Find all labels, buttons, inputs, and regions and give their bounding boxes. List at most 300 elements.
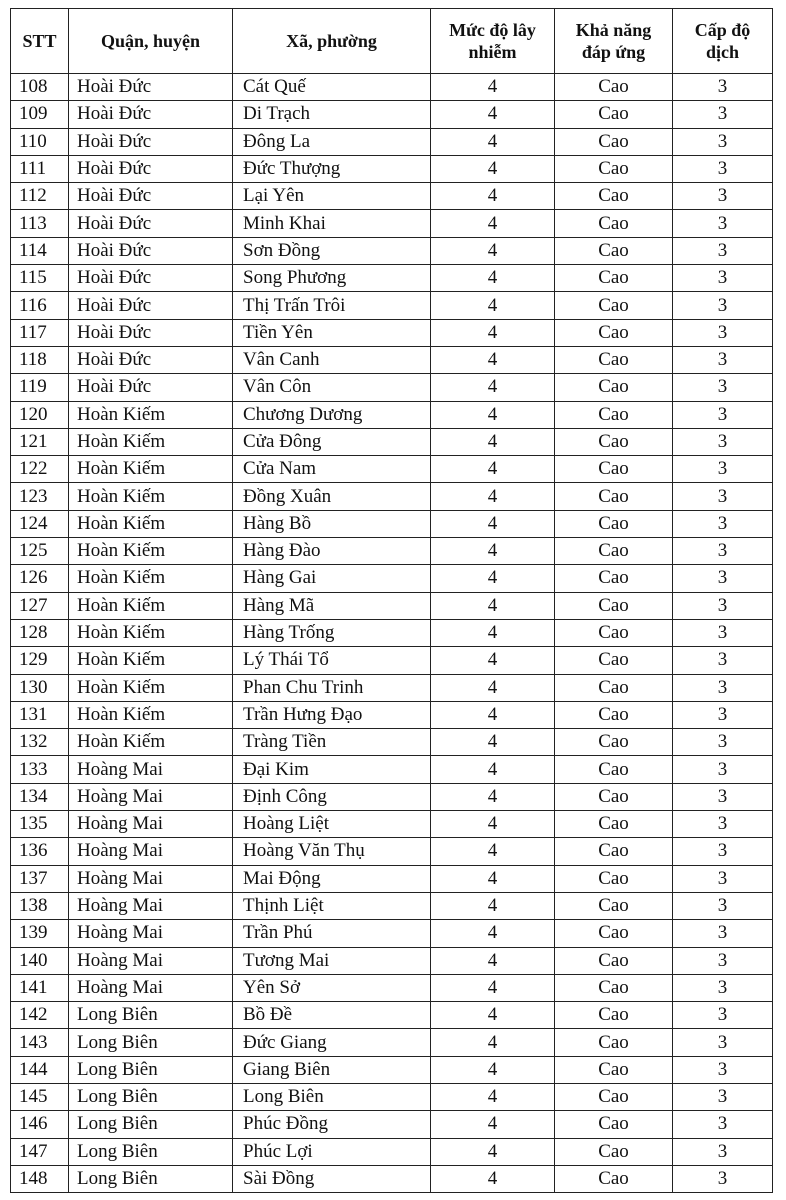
table-row: [11, 401, 773, 428]
cell-ward: Sài Đồng: [233, 1165, 431, 1192]
cell-infection-level: 4: [431, 1083, 555, 1110]
cell-infection-level: 4: [431, 674, 555, 701]
cell-response-capacity: Cao: [555, 811, 673, 838]
cell-district: Hoàn Kiếm: [69, 538, 233, 565]
header-district: [69, 9, 233, 74]
table-row: [11, 920, 773, 947]
cell-ward: Chương Dương: [233, 401, 431, 428]
table-row: [11, 428, 773, 455]
cell-district: Hoài Đức: [69, 265, 233, 292]
cell-stt: 111: [11, 155, 69, 182]
cell-ward: Hàng Gai: [233, 565, 431, 592]
cell-ward: Lại Yên: [233, 183, 431, 210]
cell-district: Hoàng Mai: [69, 920, 233, 947]
cell-stt: 133: [11, 756, 69, 783]
cell-epidemic-level: 3: [673, 319, 773, 346]
cell-stt: 109: [11, 101, 69, 128]
cell-stt: 112: [11, 183, 69, 210]
cell-ward: Bồ Đề: [233, 1002, 431, 1029]
cell-district: Hoàn Kiếm: [69, 483, 233, 510]
header-stt-label: STT: [22, 31, 57, 51]
cell-ward: Cát Quế: [233, 74, 431, 101]
cell-ward: Long Biên: [233, 1083, 431, 1110]
cell-epidemic-level: 3: [673, 783, 773, 810]
cell-response-capacity: Cao: [555, 729, 673, 756]
cell-stt: 147: [11, 1138, 69, 1165]
cell-stt: 148: [11, 1165, 69, 1192]
cell-epidemic-level: 3: [673, 674, 773, 701]
table-row: [11, 155, 773, 182]
cell-ward: Phúc Lợi: [233, 1138, 431, 1165]
cell-epidemic-level: 3: [673, 265, 773, 292]
cell-infection-level: 4: [431, 374, 555, 401]
cell-epidemic-level: 3: [673, 428, 773, 455]
cell-district: Hoàng Mai: [69, 865, 233, 892]
cell-epidemic-level: 3: [673, 538, 773, 565]
cell-epidemic-level: 3: [673, 401, 773, 428]
cell-epidemic-level: 3: [673, 1056, 773, 1083]
cell-response-capacity: Cao: [555, 865, 673, 892]
cell-stt: 121: [11, 428, 69, 455]
cell-response-capacity: Cao: [555, 565, 673, 592]
cell-response-capacity: Cao: [555, 1111, 673, 1138]
cell-stt: 129: [11, 647, 69, 674]
cell-epidemic-level: 3: [673, 1002, 773, 1029]
cell-stt: 127: [11, 592, 69, 619]
cell-epidemic-level: 3: [673, 210, 773, 237]
cell-ward: Cửa Đông: [233, 428, 431, 455]
cell-response-capacity: Cao: [555, 1029, 673, 1056]
cell-response-capacity: Cao: [555, 292, 673, 319]
cell-infection-level: 4: [431, 1111, 555, 1138]
cell-infection-level: 4: [431, 647, 555, 674]
cell-district: Hoàn Kiếm: [69, 565, 233, 592]
cell-stt: 117: [11, 319, 69, 346]
cell-ward: Hoàng Liệt: [233, 811, 431, 838]
cell-infection-level: 4: [431, 783, 555, 810]
cell-infection-level: 4: [431, 920, 555, 947]
cell-stt: 116: [11, 292, 69, 319]
cell-ward: Mai Động: [233, 865, 431, 892]
table-row: [11, 619, 773, 646]
cell-stt: 146: [11, 1111, 69, 1138]
table-row: [11, 647, 773, 674]
table-row: [11, 346, 773, 373]
cell-district: Long Biên: [69, 1029, 233, 1056]
cell-epidemic-level: 3: [673, 865, 773, 892]
cell-stt: 124: [11, 510, 69, 537]
table-body: [11, 74, 773, 1193]
header-infection: [431, 9, 555, 74]
cell-district: Hoàn Kiếm: [69, 592, 233, 619]
cell-epidemic-level: 3: [673, 346, 773, 373]
cell-response-capacity: Cao: [555, 1138, 673, 1165]
cell-stt: 145: [11, 1083, 69, 1110]
cell-stt: 141: [11, 974, 69, 1001]
cell-district: Long Biên: [69, 1111, 233, 1138]
cell-ward: Đông La: [233, 128, 431, 155]
cell-response-capacity: Cao: [555, 374, 673, 401]
cell-stt: 119: [11, 374, 69, 401]
table-row: [11, 1056, 773, 1083]
cell-response-capacity: Cao: [555, 210, 673, 237]
cell-infection-level: 4: [431, 210, 555, 237]
cell-epidemic-level: 3: [673, 565, 773, 592]
table-row: [11, 374, 773, 401]
cell-district: Long Biên: [69, 1083, 233, 1110]
table-row: [11, 592, 773, 619]
table-row: [11, 756, 773, 783]
cell-infection-level: 4: [431, 1002, 555, 1029]
cell-district: Hoài Đức: [69, 292, 233, 319]
cell-epidemic-level: 3: [673, 74, 773, 101]
table-row: [11, 947, 773, 974]
cell-response-capacity: Cao: [555, 592, 673, 619]
cell-infection-level: 4: [431, 592, 555, 619]
cell-infection-level: 4: [431, 101, 555, 128]
header-infection-line2: nhiễm: [468, 42, 517, 62]
table-row: [11, 565, 773, 592]
cell-infection-level: 4: [431, 619, 555, 646]
cell-stt: 138: [11, 892, 69, 919]
table-row: [11, 838, 773, 865]
cell-district: Hoàng Mai: [69, 947, 233, 974]
cell-epidemic-level: 3: [673, 1111, 773, 1138]
cell-ward: Thị Trấn Trôi: [233, 292, 431, 319]
cell-stt: 126: [11, 565, 69, 592]
cell-stt: 134: [11, 783, 69, 810]
cell-ward: Hàng Đào: [233, 538, 431, 565]
cell-district: Hoàn Kiếm: [69, 701, 233, 728]
cell-ward: Tương Mai: [233, 947, 431, 974]
table-header: [11, 9, 773, 74]
table-row: [11, 510, 773, 537]
cell-response-capacity: Cao: [555, 647, 673, 674]
document-page: [10, 8, 772, 1193]
table-row: [11, 237, 773, 264]
cell-response-capacity: Cao: [555, 756, 673, 783]
cell-infection-level: 4: [431, 128, 555, 155]
cell-ward: Phan Chu Trinh: [233, 674, 431, 701]
cell-district: Hoài Đức: [69, 183, 233, 210]
epidemic-level-table: [10, 8, 773, 1193]
cell-infection-level: 4: [431, 1056, 555, 1083]
cell-epidemic-level: 3: [673, 838, 773, 865]
cell-stt: 135: [11, 811, 69, 838]
cell-district: Hoàn Kiếm: [69, 674, 233, 701]
header-infection-line1: Mức độ lây: [449, 20, 536, 40]
cell-stt: 128: [11, 619, 69, 646]
cell-ward: Lý Thái Tổ: [233, 647, 431, 674]
cell-ward: Song Phương: [233, 265, 431, 292]
cell-ward: Đức Thượng: [233, 155, 431, 182]
cell-epidemic-level: 3: [673, 647, 773, 674]
cell-district: Hoàn Kiếm: [69, 729, 233, 756]
table-row: [11, 183, 773, 210]
cell-stt: 125: [11, 538, 69, 565]
cell-epidemic-level: 3: [673, 619, 773, 646]
cell-response-capacity: Cao: [555, 674, 673, 701]
header-level-line2: dịch: [705, 42, 739, 62]
table-row: [11, 674, 773, 701]
table-row: [11, 456, 773, 483]
cell-infection-level: 4: [431, 811, 555, 838]
cell-district: Hoài Đức: [69, 74, 233, 101]
cell-stt: 114: [11, 237, 69, 264]
table-row: [11, 1165, 773, 1192]
cell-ward: Hàng Mã: [233, 592, 431, 619]
cell-ward: Đại Kim: [233, 756, 431, 783]
header-response: [555, 9, 673, 74]
cell-epidemic-level: 3: [673, 1165, 773, 1192]
cell-stt: 115: [11, 265, 69, 292]
cell-infection-level: 4: [431, 401, 555, 428]
table-row: [11, 1138, 773, 1165]
cell-district: Long Biên: [69, 1165, 233, 1192]
cell-stt: 108: [11, 74, 69, 101]
header-row: [11, 9, 773, 74]
cell-stt: 123: [11, 483, 69, 510]
cell-infection-level: 4: [431, 74, 555, 101]
cell-district: Hoài Đức: [69, 210, 233, 237]
cell-stt: 137: [11, 865, 69, 892]
cell-epidemic-level: 3: [673, 374, 773, 401]
cell-ward: Giang Biên: [233, 1056, 431, 1083]
cell-response-capacity: Cao: [555, 401, 673, 428]
table-row: [11, 865, 773, 892]
table-row: [11, 292, 773, 319]
cell-epidemic-level: 3: [673, 128, 773, 155]
cell-epidemic-level: 3: [673, 237, 773, 264]
table-row: [11, 538, 773, 565]
cell-district: Hoàn Kiếm: [69, 428, 233, 455]
cell-district: Long Biên: [69, 1002, 233, 1029]
cell-response-capacity: Cao: [555, 1002, 673, 1029]
cell-epidemic-level: 3: [673, 729, 773, 756]
cell-infection-level: 4: [431, 1138, 555, 1165]
cell-infection-level: 4: [431, 155, 555, 182]
cell-stt: 144: [11, 1056, 69, 1083]
cell-epidemic-level: 3: [673, 101, 773, 128]
cell-district: Hoàn Kiếm: [69, 619, 233, 646]
header-level: [673, 9, 773, 74]
cell-response-capacity: Cao: [555, 538, 673, 565]
cell-district: Hoài Đức: [69, 128, 233, 155]
cell-district: Hoàng Mai: [69, 892, 233, 919]
cell-district: Hoàn Kiếm: [69, 647, 233, 674]
header-district-label: Quận, huyện: [100, 31, 201, 51]
cell-epidemic-level: 3: [673, 920, 773, 947]
cell-ward: Hàng Bồ: [233, 510, 431, 537]
cell-infection-level: 4: [431, 265, 555, 292]
cell-district: Hoàn Kiếm: [69, 401, 233, 428]
cell-response-capacity: Cao: [555, 456, 673, 483]
cell-response-capacity: Cao: [555, 183, 673, 210]
cell-district: Long Biên: [69, 1056, 233, 1083]
table-row: [11, 701, 773, 728]
cell-stt: 110: [11, 128, 69, 155]
cell-stt: 131: [11, 701, 69, 728]
header-stt: [11, 9, 69, 74]
cell-response-capacity: Cao: [555, 1056, 673, 1083]
cell-infection-level: 4: [431, 483, 555, 510]
cell-response-capacity: Cao: [555, 128, 673, 155]
cell-infection-level: 4: [431, 974, 555, 1001]
cell-district: Hoàng Mai: [69, 783, 233, 810]
cell-ward: Thịnh Liệt: [233, 892, 431, 919]
cell-response-capacity: Cao: [555, 619, 673, 646]
cell-ward: Phúc Đồng: [233, 1111, 431, 1138]
cell-response-capacity: Cao: [555, 428, 673, 455]
table-row: [11, 811, 773, 838]
cell-district: Hoài Đức: [69, 374, 233, 401]
cell-infection-level: 4: [431, 1029, 555, 1056]
table-row: [11, 1029, 773, 1056]
cell-epidemic-level: 3: [673, 483, 773, 510]
cell-ward: Cửa Nam: [233, 456, 431, 483]
cell-response-capacity: Cao: [555, 155, 673, 182]
cell-epidemic-level: 3: [673, 892, 773, 919]
cell-epidemic-level: 3: [673, 701, 773, 728]
cell-ward: Định Công: [233, 783, 431, 810]
cell-response-capacity: Cao: [555, 701, 673, 728]
cell-infection-level: 4: [431, 565, 555, 592]
cell-district: Hoàng Mai: [69, 838, 233, 865]
table-row: [11, 783, 773, 810]
cell-response-capacity: Cao: [555, 346, 673, 373]
cell-ward: Đức Giang: [233, 1029, 431, 1056]
cell-epidemic-level: 3: [673, 292, 773, 319]
cell-response-capacity: Cao: [555, 1165, 673, 1192]
cell-stt: 136: [11, 838, 69, 865]
cell-response-capacity: Cao: [555, 319, 673, 346]
cell-district: Hoàng Mai: [69, 974, 233, 1001]
cell-epidemic-level: 3: [673, 592, 773, 619]
cell-epidemic-level: 3: [673, 510, 773, 537]
cell-infection-level: 4: [431, 237, 555, 264]
cell-ward: Trần Hưng Đạo: [233, 701, 431, 728]
cell-epidemic-level: 3: [673, 183, 773, 210]
cell-ward: Tiền Yên: [233, 319, 431, 346]
cell-ward: Yên Sở: [233, 974, 431, 1001]
header-level-line1: Cấp độ: [694, 20, 751, 40]
table-row: [11, 483, 773, 510]
cell-epidemic-level: 3: [673, 1138, 773, 1165]
table-row: [11, 1111, 773, 1138]
cell-infection-level: 4: [431, 701, 555, 728]
cell-infection-level: 4: [431, 428, 555, 455]
cell-response-capacity: Cao: [555, 920, 673, 947]
cell-infection-level: 4: [431, 838, 555, 865]
cell-ward: Minh Khai: [233, 210, 431, 237]
cell-response-capacity: Cao: [555, 892, 673, 919]
cell-stt: 139: [11, 920, 69, 947]
cell-epidemic-level: 3: [673, 1083, 773, 1110]
cell-district: Long Biên: [69, 1138, 233, 1165]
cell-stt: 143: [11, 1029, 69, 1056]
cell-response-capacity: Cao: [555, 1083, 673, 1110]
cell-ward: Di Trạch: [233, 101, 431, 128]
cell-infection-level: 4: [431, 292, 555, 319]
cell-epidemic-level: 3: [673, 811, 773, 838]
cell-infection-level: 4: [431, 865, 555, 892]
table-row: [11, 1083, 773, 1110]
table-row: [11, 74, 773, 101]
cell-infection-level: 4: [431, 183, 555, 210]
cell-epidemic-level: 3: [673, 756, 773, 783]
cell-ward: Tràng Tiền: [233, 729, 431, 756]
cell-district: Hoài Đức: [69, 101, 233, 128]
table-row: [11, 319, 773, 346]
cell-ward: Vân Côn: [233, 374, 431, 401]
cell-infection-level: 4: [431, 319, 555, 346]
table-row: [11, 1002, 773, 1029]
cell-response-capacity: Cao: [555, 74, 673, 101]
cell-response-capacity: Cao: [555, 510, 673, 537]
cell-ward: Hoàng Văn Thụ: [233, 838, 431, 865]
cell-stt: 142: [11, 1002, 69, 1029]
cell-response-capacity: Cao: [555, 265, 673, 292]
cell-epidemic-level: 3: [673, 1029, 773, 1056]
cell-stt: 140: [11, 947, 69, 974]
cell-response-capacity: Cao: [555, 783, 673, 810]
cell-response-capacity: Cao: [555, 838, 673, 865]
cell-district: Hoàng Mai: [69, 756, 233, 783]
cell-response-capacity: Cao: [555, 101, 673, 128]
cell-infection-level: 4: [431, 538, 555, 565]
cell-ward: Hàng Trống: [233, 619, 431, 646]
header-response-line1: Khả năng: [575, 20, 652, 40]
cell-epidemic-level: 3: [673, 456, 773, 483]
cell-response-capacity: Cao: [555, 974, 673, 1001]
header-ward: [233, 9, 431, 74]
cell-district: Hoài Đức: [69, 155, 233, 182]
table-row: [11, 974, 773, 1001]
cell-infection-level: 4: [431, 456, 555, 483]
header-ward-label: Xã, phường: [286, 31, 377, 51]
cell-infection-level: 4: [431, 947, 555, 974]
cell-district: Hoàn Kiếm: [69, 510, 233, 537]
table-row: [11, 892, 773, 919]
table-row: [11, 128, 773, 155]
cell-district: Hoàn Kiếm: [69, 456, 233, 483]
cell-infection-level: 4: [431, 1165, 555, 1192]
header-response-line2: đáp ứng: [581, 42, 646, 62]
cell-ward: Đồng Xuân: [233, 483, 431, 510]
cell-epidemic-level: 3: [673, 155, 773, 182]
cell-district: Hoài Đức: [69, 237, 233, 264]
cell-district: Hoài Đức: [69, 346, 233, 373]
table-row: [11, 265, 773, 292]
cell-stt: 120: [11, 401, 69, 428]
cell-stt: 132: [11, 729, 69, 756]
cell-infection-level: 4: [431, 510, 555, 537]
cell-ward: Trần Phú: [233, 920, 431, 947]
cell-response-capacity: Cao: [555, 947, 673, 974]
cell-stt: 118: [11, 346, 69, 373]
table-row: [11, 729, 773, 756]
cell-ward: Vân Canh: [233, 346, 431, 373]
cell-stt: 122: [11, 456, 69, 483]
cell-response-capacity: Cao: [555, 483, 673, 510]
cell-infection-level: 4: [431, 346, 555, 373]
cell-district: Hoàng Mai: [69, 811, 233, 838]
cell-infection-level: 4: [431, 892, 555, 919]
cell-district: Hoài Đức: [69, 319, 233, 346]
cell-infection-level: 4: [431, 729, 555, 756]
table-row: [11, 101, 773, 128]
cell-epidemic-level: 3: [673, 947, 773, 974]
